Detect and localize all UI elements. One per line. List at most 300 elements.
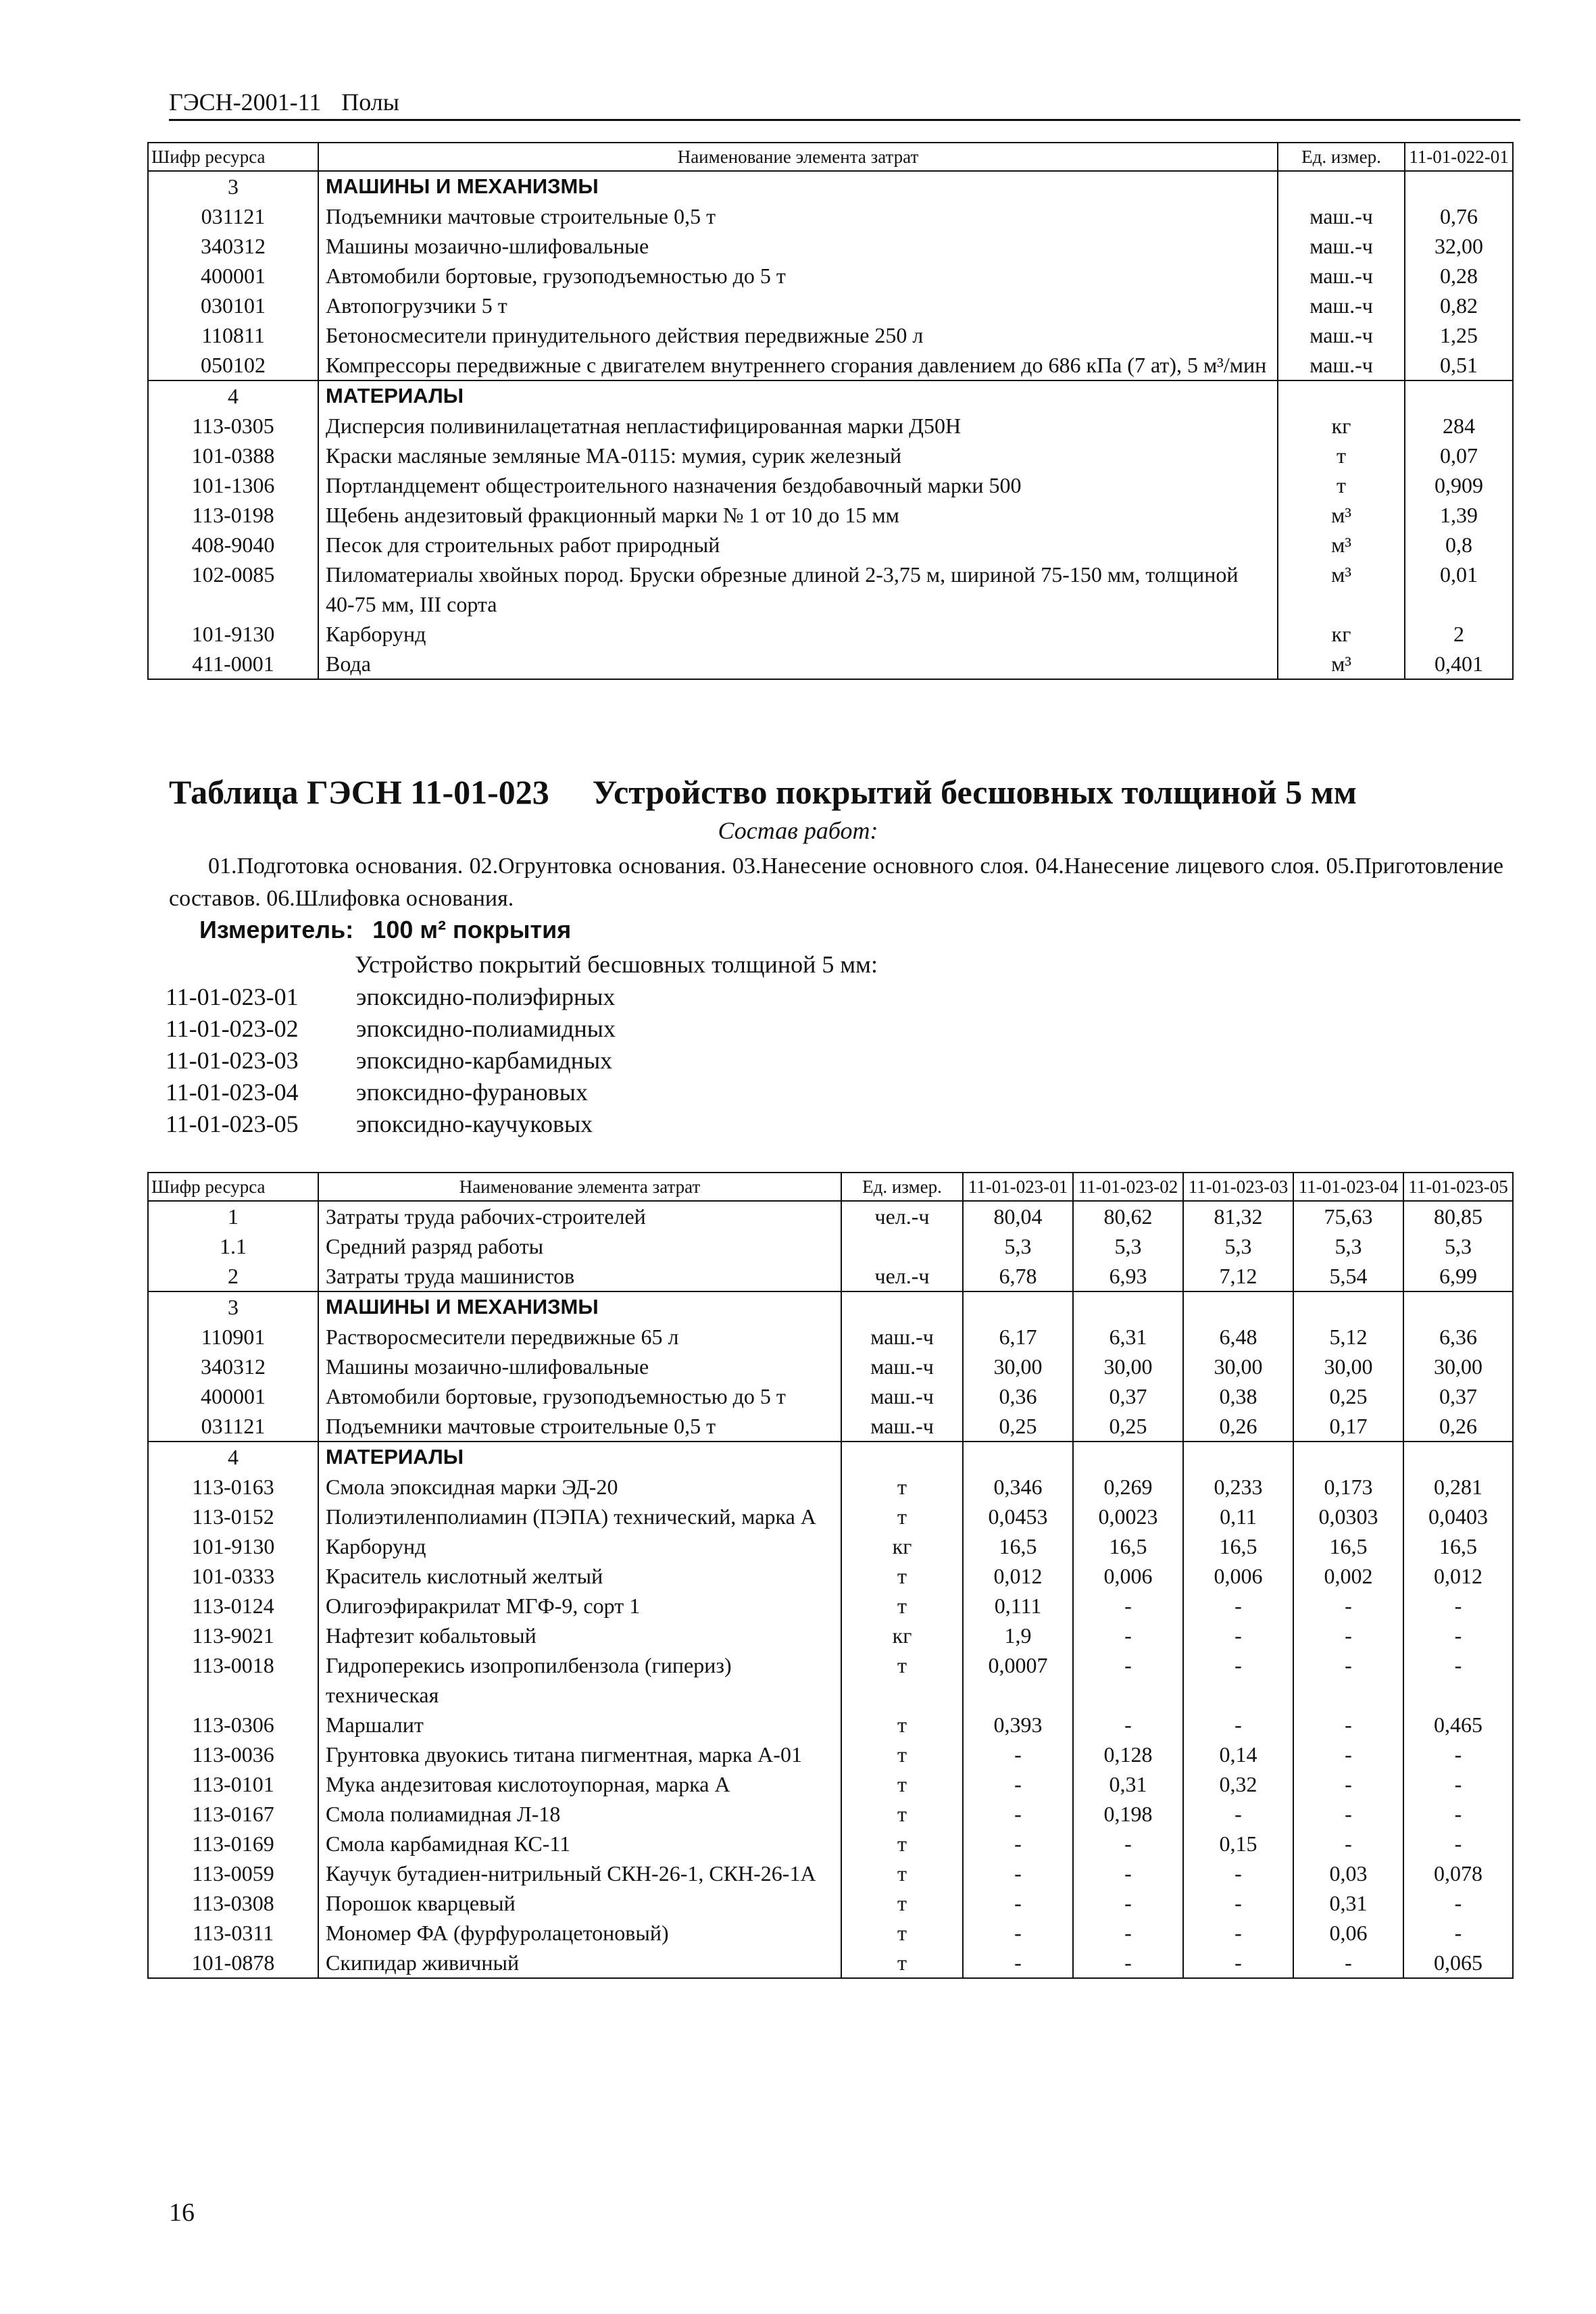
variant-code: 11-01-023-04: [166, 1079, 299, 1106]
unit: т: [841, 1502, 963, 1531]
resource-code: 340312: [148, 231, 318, 261]
norm-value-02: -: [1073, 1888, 1183, 1918]
table-row: [148, 1829, 1513, 1858]
norm-value-01: 0,346: [963, 1472, 1073, 1502]
norm-value: 1,39: [1405, 500, 1513, 530]
col-header-name: Наименование элемента затрат: [318, 1173, 841, 1201]
resource-name: Смола полиамидная Л-18: [318, 1799, 841, 1829]
norm-value-01: 0,25: [963, 1411, 1073, 1442]
resource-code: 113-0198: [148, 500, 318, 530]
norm-value-03: 0,233: [1183, 1472, 1293, 1502]
norm-value-04: 0,173: [1293, 1472, 1403, 1502]
resource-code: 113-0163: [148, 1472, 318, 1502]
variant-name: эпоксидно-карбамидных: [356, 1047, 613, 1074]
works-caption: Состав работ:: [718, 817, 878, 844]
norm-value-02: -: [1073, 1829, 1183, 1858]
norm-value-05: 0,065: [1403, 1948, 1513, 1978]
resource-code: 113-0308: [148, 1888, 318, 1918]
unit: маш.-ч: [1278, 261, 1405, 291]
unit: маш.-ч: [841, 1352, 963, 1381]
norm-value-03: -: [1183, 1888, 1293, 1918]
resource-code: 102-0085: [148, 560, 318, 619]
table-code: Таблица ГЭСН 11-01-023: [169, 773, 549, 811]
norm-value-05: -: [1403, 1650, 1513, 1710]
table-row: [148, 411, 1513, 441]
unit: т: [841, 1799, 963, 1829]
norm-value-04: -: [1293, 1799, 1403, 1829]
norm-value-04: -: [1293, 1621, 1403, 1650]
table-row: [148, 1261, 1513, 1291]
norm-value: [1405, 380, 1513, 411]
unit: м³: [1278, 649, 1405, 679]
resource-name: Затраты труда машинистов: [318, 1261, 841, 1291]
table-row: [148, 1561, 1513, 1591]
norm-value-05: 0,012: [1403, 1561, 1513, 1591]
norm-value: 0,07: [1405, 441, 1513, 470]
norm-value-03: [1183, 1442, 1293, 1472]
resource-name: Затраты труда рабочих-строителей: [318, 1201, 841, 1231]
norm-value: 0,82: [1405, 291, 1513, 320]
table-row: [148, 530, 1513, 560]
variant-name: эпоксидно-полиамидных: [356, 1015, 616, 1042]
resource-code: 400001: [148, 1381, 318, 1411]
norm-value-01: -: [963, 1948, 1073, 1978]
resource-name: Мука андезитовая кислотоупорная, марка А: [318, 1769, 841, 1799]
norm-value-05: -: [1403, 1769, 1513, 1799]
unit: кг: [1278, 619, 1405, 649]
norm-value-02: 6,31: [1073, 1322, 1183, 1352]
resource-code: 101-9130: [148, 1531, 318, 1561]
resource-name: Бетоносмесители принудительного действия передвижные 250 л: [318, 320, 1278, 350]
table-row: [148, 1502, 1513, 1531]
unit: маш.-ч: [841, 1322, 963, 1352]
unit: т: [841, 1769, 963, 1799]
norm-value-04: 0,03: [1293, 1858, 1403, 1888]
norm-value-05: 0,281: [1403, 1472, 1513, 1502]
variant-item: [166, 1077, 616, 1108]
norm-value-01: 0,36: [963, 1381, 1073, 1411]
resource-table-022: [147, 142, 1514, 680]
norm-value-04: 5,12: [1293, 1322, 1403, 1352]
norm-value: 0,01: [1405, 560, 1513, 619]
norm-value-03: -: [1183, 1948, 1293, 1978]
norm-value-04: 0,0303: [1293, 1502, 1403, 1531]
variant-code: 11-01-023-01: [166, 983, 299, 1010]
norm-value-03: [1183, 1291, 1293, 1322]
norm-value: [1405, 171, 1513, 201]
meter-label: Измеритель:: [199, 916, 354, 943]
norm-value-01: 0,012: [963, 1561, 1073, 1591]
table-row: [148, 1650, 1513, 1710]
unit: т: [841, 1561, 963, 1591]
unit: т: [841, 1472, 963, 1502]
norm-value-05: 0,26: [1403, 1411, 1513, 1442]
resource-name: Вода: [318, 649, 1278, 679]
norm-value-02: [1073, 1442, 1183, 1472]
resource-code: 110901: [148, 1322, 318, 1352]
norm-value-04: 0,25: [1293, 1381, 1403, 1411]
resource-code: 101-9130: [148, 619, 318, 649]
variant-name: эпоксидно-фурановых: [356, 1079, 588, 1106]
norm-value: 0,76: [1405, 201, 1513, 231]
resource-name: Подъемники мачтовые строительные 0,5 т: [318, 1411, 841, 1442]
resource-code: 3: [148, 171, 318, 201]
table-row: [148, 441, 1513, 470]
resource-code: 101-0333: [148, 1561, 318, 1591]
resource-name: Песок для строительных работ природный: [318, 530, 1278, 560]
table-row: [148, 1918, 1513, 1948]
norm-value: 284: [1405, 411, 1513, 441]
resource-name: Машины мозаично-шлифовальные: [318, 1352, 841, 1381]
norm-value-02: -: [1073, 1948, 1183, 1978]
norm-value-01: -: [963, 1740, 1073, 1769]
table-row: [148, 1621, 1513, 1650]
norm-value-04: 0,31: [1293, 1888, 1403, 1918]
norm-value-03: 7,12: [1183, 1261, 1293, 1291]
table-row: [148, 1948, 1513, 1978]
variant-code: 11-01-023-03: [166, 1047, 299, 1074]
resource-code: 113-0152: [148, 1502, 318, 1531]
table-row: [148, 1769, 1513, 1799]
table-row: [148, 1591, 1513, 1621]
table-row: [148, 320, 1513, 350]
unit: т: [841, 1918, 963, 1948]
resource-code: 113-0124: [148, 1591, 318, 1621]
norm-value: 0,909: [1405, 470, 1513, 500]
col-header-unit: Ед. измер.: [841, 1173, 963, 1201]
table-row: [148, 350, 1513, 380]
unit: чел.-ч: [841, 1201, 963, 1231]
table-row: [148, 201, 1513, 231]
resource-code: 4: [148, 1442, 318, 1472]
unit: м³: [1278, 530, 1405, 560]
table-row: [148, 1322, 1513, 1352]
norm-value-01: 5,3: [963, 1231, 1073, 1261]
table-row: [148, 1411, 1513, 1442]
section-title: МАШИНЫ И МЕХАНИЗМЫ: [318, 171, 1278, 201]
table-row: [148, 1710, 1513, 1740]
col-header-name: Наименование элемента затрат: [318, 143, 1278, 171]
resource-name: Автомобили бортовые, грузоподъемностью до 5 т: [318, 1381, 841, 1411]
norm-value-02: 0,006: [1073, 1561, 1183, 1591]
table-body: [148, 1201, 1513, 1978]
norm-value-03: 81,32: [1183, 1201, 1293, 1231]
resource-name: Автопогрузчики 5 т: [318, 291, 1278, 320]
norm-value-04: -: [1293, 1591, 1403, 1621]
norm-value-03: -: [1183, 1591, 1293, 1621]
col-header-code: Шифр ресурса: [148, 143, 318, 171]
unit: т: [1278, 441, 1405, 470]
norm-value-02: [1073, 1291, 1183, 1322]
unit: т: [841, 1740, 963, 1769]
norm-value-05: 6,36: [1403, 1322, 1513, 1352]
section-row: [148, 380, 1513, 411]
table-row: [148, 1858, 1513, 1888]
norm-value-04: 16,5: [1293, 1531, 1403, 1561]
resource-name: Краски масляные земляные МА-0115: мумия, сурик железный: [318, 441, 1278, 470]
norm-value-01: 80,04: [963, 1201, 1073, 1231]
norm-value-03: -: [1183, 1650, 1293, 1710]
resource-code: 113-9021: [148, 1621, 318, 1650]
resource-table-023: [147, 1172, 1514, 1979]
col-header-norm-01: 11-01-023-01: [963, 1173, 1073, 1201]
resource-code: 1: [148, 1201, 318, 1231]
resource-code: 1.1: [148, 1231, 318, 1261]
norm-value-02: -: [1073, 1650, 1183, 1710]
variant-item: [166, 1045, 616, 1077]
norm-value-05: -: [1403, 1829, 1513, 1858]
resource-code: 110811: [148, 320, 318, 350]
norm-value-02: 16,5: [1073, 1531, 1183, 1561]
unit: м³: [1278, 500, 1405, 530]
meter: [199, 916, 571, 944]
variants-intro: Устройство покрытий бесшовных толщиной 5 мм:: [355, 951, 878, 978]
norm-value-05: 6,99: [1403, 1261, 1513, 1291]
resource-name: Компрессоры передвижные с двигателем внутреннего сгорания давлением до 686 кПа (7 ат), 5 м³/мин: [318, 350, 1278, 380]
variant-item: [166, 981, 616, 1013]
norm-value-05: [1403, 1291, 1513, 1322]
norm-value-03: 30,00: [1183, 1352, 1293, 1381]
variant-item: [166, 1013, 616, 1045]
norm-value-04: -: [1293, 1829, 1403, 1858]
table-header-row: [148, 143, 1513, 171]
norm-value-01: -: [963, 1769, 1073, 1799]
resource-name: Автомобили бортовые, грузоподъемностью до 5 т: [318, 261, 1278, 291]
norm-value: 0,28: [1405, 261, 1513, 291]
col-header-norm-02: 11-01-023-02: [1073, 1173, 1183, 1201]
norm-value: 0,401: [1405, 649, 1513, 679]
norm-value-02: 80,62: [1073, 1201, 1183, 1231]
unit: т: [841, 1948, 963, 1978]
norm-value-01: -: [963, 1829, 1073, 1858]
resource-code: 031121: [148, 201, 318, 231]
norm-value-05: -: [1403, 1621, 1513, 1650]
norm-value-01: 0,0007: [963, 1650, 1073, 1710]
resource-name: Полиэтиленполиамин (ПЭПА) технический, марка А: [318, 1502, 841, 1531]
norm-value-01: -: [963, 1858, 1073, 1888]
norm-value-02: -: [1073, 1918, 1183, 1948]
resource-name: Нафтезит кобальтовый: [318, 1621, 841, 1650]
norm-value-05: -: [1403, 1918, 1513, 1948]
norm-value-02: -: [1073, 1591, 1183, 1621]
unit: кг: [841, 1621, 963, 1650]
table-row: [148, 291, 1513, 320]
unit: т: [841, 1710, 963, 1740]
table-row: [148, 1231, 1513, 1261]
doc-section: Полы: [341, 89, 399, 116]
table-row: [148, 619, 1513, 649]
resource-code: 030101: [148, 291, 318, 320]
resource-name: Щебень андезитовый фракционный марки № 1 от 10 до 15 мм: [318, 500, 1278, 530]
norm-value-05: 30,00: [1403, 1352, 1513, 1381]
norm-value-01: 16,5: [963, 1531, 1073, 1561]
resource-name: Грунтовка двуокись титана пигментная, марка А-01: [318, 1740, 841, 1769]
norm-value-05: [1403, 1442, 1513, 1472]
unit: маш.-ч: [1278, 231, 1405, 261]
table-row: [148, 1472, 1513, 1502]
norm-value-02: 0,0023: [1073, 1502, 1183, 1531]
variant-name: эпоксидно-каучуковых: [356, 1110, 593, 1137]
norm-value-02: -: [1073, 1858, 1183, 1888]
resource-code: 113-0167: [148, 1799, 318, 1829]
norm-value-04: [1293, 1291, 1403, 1322]
norm-value-01: 1,9: [963, 1621, 1073, 1650]
resource-name: Скипидар живичный: [318, 1948, 841, 1978]
unit: кг: [1278, 411, 1405, 441]
resource-code: 113-0306: [148, 1710, 318, 1740]
norm-value-03: 0,14: [1183, 1740, 1293, 1769]
norm-value-04: 5,3: [1293, 1231, 1403, 1261]
unit: [841, 1291, 963, 1322]
norm-value-02: -: [1073, 1621, 1183, 1650]
norm-value-04: -: [1293, 1650, 1403, 1710]
norm-value-01: 6,17: [963, 1322, 1073, 1352]
resource-code: 113-0018: [148, 1650, 318, 1710]
norm-value-04: 0,06: [1293, 1918, 1403, 1948]
norm-value-03: 0,38: [1183, 1381, 1293, 1411]
section-title: МАТЕРИАЛЫ: [318, 1442, 841, 1472]
norm-value-02: 0,31: [1073, 1769, 1183, 1799]
resource-code: 113-0311: [148, 1918, 318, 1948]
table-row: [148, 231, 1513, 261]
norm-value-02: 0,269: [1073, 1472, 1183, 1502]
norm-value-03: -: [1183, 1710, 1293, 1740]
unit: кг: [841, 1531, 963, 1561]
table-header-row: [148, 1173, 1513, 1201]
table-body: [148, 171, 1513, 679]
unit: [841, 1231, 963, 1261]
unit: маш.-ч: [1278, 201, 1405, 231]
resource-code: 408-9040: [148, 530, 318, 560]
meter-value: 100 м² покрытия: [372, 916, 572, 943]
unit: [1278, 171, 1405, 201]
norm-value-04: -: [1293, 1948, 1403, 1978]
norm-value-01: 30,00: [963, 1352, 1073, 1381]
norm-value-01: [963, 1442, 1073, 1472]
norm-value: 32,00: [1405, 231, 1513, 261]
resource-code: 101-0388: [148, 441, 318, 470]
resource-code: 411-0001: [148, 649, 318, 679]
unit: м³: [1278, 560, 1405, 619]
table-row: [148, 1531, 1513, 1561]
resource-code: 2: [148, 1261, 318, 1291]
unit: т: [841, 1591, 963, 1621]
unit: маш.-ч: [841, 1381, 963, 1411]
norm-value-03: 0,32: [1183, 1769, 1293, 1799]
resource-name: Смола карбамидная КС-11: [318, 1829, 841, 1858]
table-row: [148, 1352, 1513, 1381]
resource-name: Мономер ФА (фурфуролацетоновый): [318, 1918, 841, 1948]
table-row: [148, 470, 1513, 500]
unit: т: [841, 1858, 963, 1888]
resource-code: 101-1306: [148, 470, 318, 500]
section-row: [148, 171, 1513, 201]
section-title: МАШИНЫ И МЕХАНИЗМЫ: [318, 1291, 841, 1322]
table-row: [148, 560, 1513, 619]
norm-value-03: -: [1183, 1918, 1293, 1948]
variants-list: [166, 981, 616, 1140]
norm-value-02: 0,128: [1073, 1740, 1183, 1769]
norm-value-02: 0,25: [1073, 1411, 1183, 1442]
norm-value-03: 0,006: [1183, 1561, 1293, 1591]
table-name: Устройство покрытий бесшовных толщиной 5 мм: [592, 773, 1357, 811]
resource-name: Средний разряд работы: [318, 1231, 841, 1261]
norm-value-04: 0,002: [1293, 1561, 1403, 1591]
table-row: [148, 1381, 1513, 1411]
variant-name: эпоксидно-полиэфирных: [356, 983, 616, 1010]
resource-code: 113-0169: [148, 1829, 318, 1858]
norm-value-01: 0,393: [963, 1710, 1073, 1740]
unit: [1278, 380, 1405, 411]
norm-value-02: 30,00: [1073, 1352, 1183, 1381]
norm-value-03: 0,15: [1183, 1829, 1293, 1858]
norm-value: 1,25: [1405, 320, 1513, 350]
norm-value-05: 80,85: [1403, 1201, 1513, 1231]
norm-value-05: -: [1403, 1888, 1513, 1918]
table-row: [148, 649, 1513, 679]
norm-value-03: -: [1183, 1858, 1293, 1888]
section-row: [148, 1442, 1513, 1472]
norm-value-05: -: [1403, 1740, 1513, 1769]
norm-value-03: 0,26: [1183, 1411, 1293, 1442]
norm-value-04: 0,17: [1293, 1411, 1403, 1442]
table-title: [169, 770, 1520, 814]
norm-value-01: 0,111: [963, 1591, 1073, 1621]
norm-value-05: 0,078: [1403, 1858, 1513, 1888]
section-row: [148, 1291, 1513, 1322]
resource-code: 400001: [148, 261, 318, 291]
variant-code: 11-01-023-02: [166, 1015, 299, 1042]
resource-name: Дисперсия поливинилацетатная непластифицированная марки Д50Н: [318, 411, 1278, 441]
unit: т: [841, 1888, 963, 1918]
norm-value-01: -: [963, 1799, 1073, 1829]
norm-value-03: -: [1183, 1799, 1293, 1829]
table-row: [148, 500, 1513, 530]
norm-value-05: 0,37: [1403, 1381, 1513, 1411]
page-number: 16: [169, 2198, 195, 2227]
norm-value-04: 75,63: [1293, 1201, 1403, 1231]
section-title: МАТЕРИАЛЫ: [318, 380, 1278, 411]
resource-name: Машины мозаично-шлифовальные: [318, 231, 1278, 261]
resource-code: 4: [148, 380, 318, 411]
resource-name: Карборунд: [318, 1531, 841, 1561]
resource-code: 050102: [148, 350, 318, 380]
norm-value-03: 0,11: [1183, 1502, 1293, 1531]
resource-name: Пиломатериалы хвойных пород. Бруски обрезные длиной 2-3,75 м, шириной 75-150 мм, толщиной 40-75 мм, III сорта: [318, 560, 1278, 619]
norm-value-05: 0,465: [1403, 1710, 1513, 1740]
unit: т: [841, 1829, 963, 1858]
col-header-code: Шифр ресурса: [148, 1173, 318, 1201]
norm-value-02: 5,3: [1073, 1231, 1183, 1261]
col-header-unit: Ед. измер.: [1278, 143, 1405, 171]
resource-name: Краситель кислотный желтый: [318, 1561, 841, 1591]
norm-value-04: [1293, 1442, 1403, 1472]
norm-value-05: 5,3: [1403, 1231, 1513, 1261]
resource-code: 340312: [148, 1352, 318, 1381]
doc-code: ГЭСН-2001-11: [169, 89, 322, 116]
norm-value-01: 0,0453: [963, 1502, 1073, 1531]
norm-value-03: 5,3: [1183, 1231, 1293, 1261]
norm-value-04: -: [1293, 1769, 1403, 1799]
norm-value: 0,51: [1405, 350, 1513, 380]
norm-value-03: 6,48: [1183, 1322, 1293, 1352]
col-header-norm-04: 11-01-023-04: [1293, 1173, 1403, 1201]
norm-value-05: 0,0403: [1403, 1502, 1513, 1531]
resource-name: Карборунд: [318, 619, 1278, 649]
unit: маш.-ч: [841, 1411, 963, 1442]
unit: чел.-ч: [841, 1261, 963, 1291]
unit: маш.-ч: [1278, 350, 1405, 380]
